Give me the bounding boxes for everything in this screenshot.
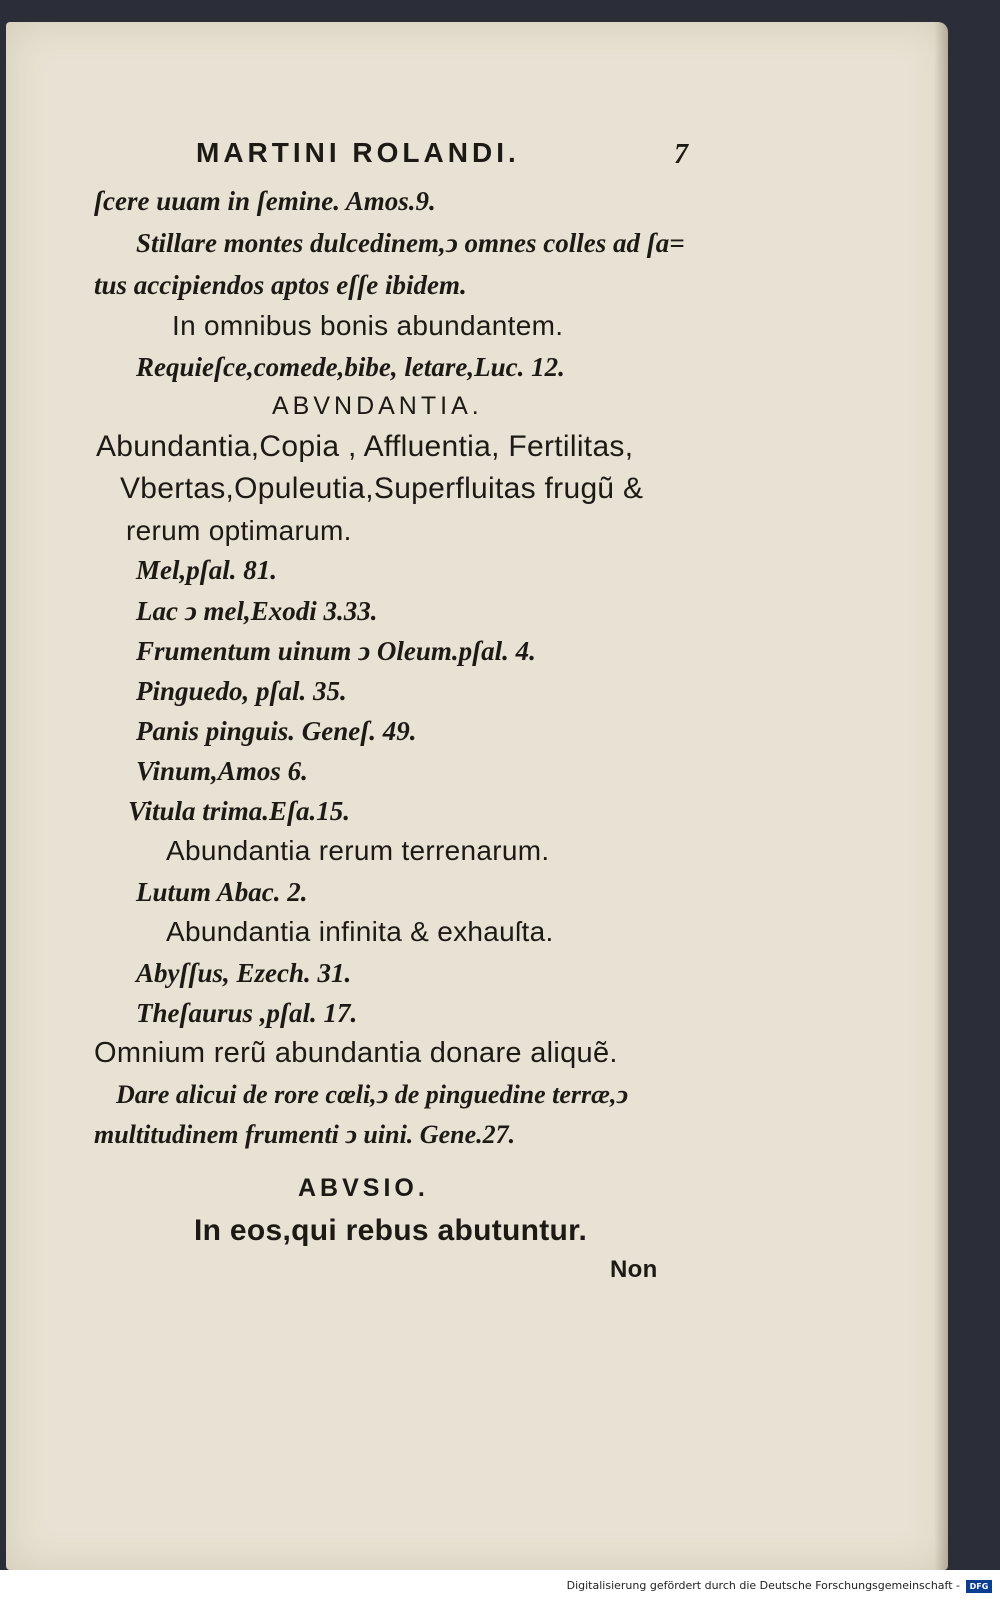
text-line: Vbertas,Opuleutia,Superfluitas frugũ & [120, 472, 644, 505]
footer-credit: Digitalisierung gefördert durch die Deutsche Forschungsgemeinschaft - [566, 1579, 960, 1592]
text-line: Mel,pſal. 81. [136, 555, 277, 585]
text-line: Stillare montes dulcedinem,ↄ omnes colles ad ſa= [136, 228, 685, 258]
text-line: Vitula trima.Eſa.15. [128, 796, 351, 826]
text-line: Dare alicui de rore cœli,ↄ de pinguedine terræ,ↄ [116, 1080, 628, 1109]
text-line: Lutum Abac. 2. [136, 877, 308, 907]
text-line: Abundantia,Copia , Affluentia, Fertilitas, [96, 430, 634, 463]
text-line: In omnibus bonis abundantem. [172, 310, 564, 341]
text-line: Abundantia rerum terrenarum. [166, 835, 550, 866]
page-number: 7 [674, 139, 688, 170]
text-line: Abundantia infinita & exhauſta. [166, 916, 554, 947]
text-line: Omnium rerũ abundantia donare aliquẽ. [94, 1037, 618, 1069]
text-line: Panis pinguis. Geneſ. 49. [136, 716, 417, 746]
catchword: Non [610, 1256, 658, 1283]
text-line: multitudinem frumenti ↄ uini. Gene.27. [94, 1120, 516, 1149]
text-line: Requieſce,comede,bibe, letare,Luc. 12. [136, 352, 565, 382]
book-page [6, 22, 948, 1570]
text-line: tus accipiendos aptos eſſe ibidem. [94, 270, 467, 300]
text-line: Theſaurus ,pſal. 17. [136, 998, 358, 1028]
text-line: rerum optimarum. [126, 515, 352, 546]
digitization-footer [0, 1570, 1000, 1601]
text-line: ſcere uuam in ſemine. Amos.9. [94, 186, 436, 216]
dfg-logo: DFG [966, 1580, 992, 1593]
running-title: MARTINI ROLANDI. [196, 137, 520, 168]
text-line: Abyſſus, Ezech. 31. [136, 958, 352, 988]
text-line: Pinguedo, pſal. 35. [136, 676, 347, 706]
text-line: Lac ↄ mel,Exodi 3.33. [136, 596, 378, 626]
text-line: Frumentum uinum ↄ Oleum.pſal. 4. [136, 636, 536, 666]
text-line: Vinum,Amos 6. [136, 756, 308, 786]
section-heading: ABVNDANTIA. [272, 392, 483, 420]
section-heading: ABVSIO. [298, 1174, 429, 1202]
text-line: In eos,qui rebus abutuntur. [194, 1214, 588, 1247]
